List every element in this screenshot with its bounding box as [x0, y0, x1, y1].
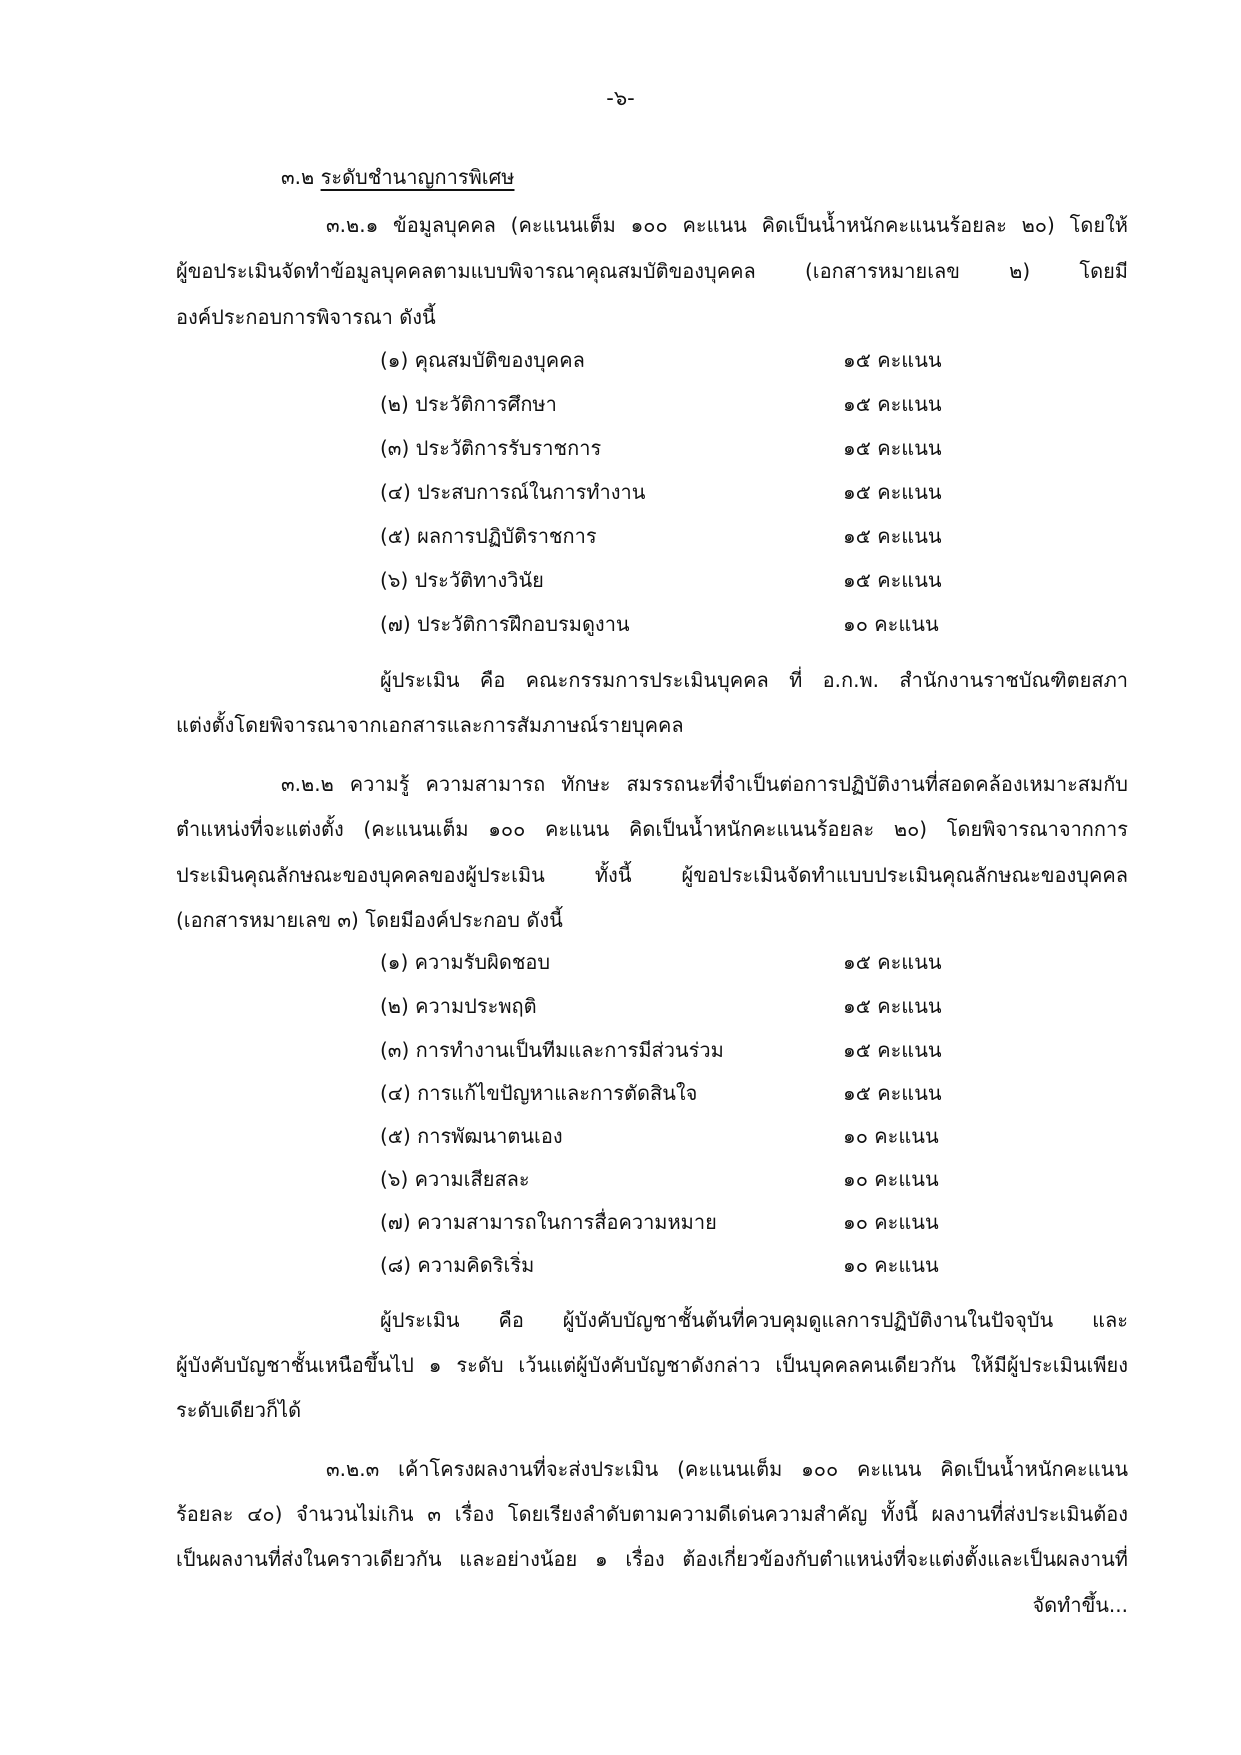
item-score: ๑๕ คะแนน	[843, 568, 942, 592]
part1-paragraph-line-2: ผู้ขอประเมินจัดทำข้อมูลบุคคลตามแบบพิจารณาคุณสมบัติของบุคคล (เอกสารหมายเลข ๒) โดยมี	[176, 259, 1128, 283]
item-label: (๘) ความคิดริเริ่ม	[380, 1253, 535, 1277]
item-score: ๑๐ คะแนน	[843, 1167, 939, 1191]
item-score: ๑๕ คะแนน	[843, 994, 942, 1018]
part2-assessor-line-2: ผู้บังคับบัญชาชั้นเหนือขึ้นไป ๑ ระดับ เว้นแต่ผู้บังคับบัญชาดังกล่าว เป็นบุคคลคนเดียวกัน ให้มีผู้ประเมินเพียง	[176, 1353, 1128, 1377]
section-number: ๓.๒	[281, 165, 315, 189]
item-label: (๖) ความเสียสละ	[380, 1167, 530, 1191]
section-heading	[281, 162, 514, 192]
item-label: (๖) ประวัติทางวินัย	[380, 568, 544, 592]
part2-paragraph-line-1: ๓.๒.๒ ความรู้ ความสามารถ ทักษะ สมรรถนะที่จำเป็นต่อการปฏิบัติงานที่สอดคล้องเหมาะสมกับ	[281, 772, 1128, 796]
part3-paragraph-line-2: ร้อยละ ๔๐) จำนวนไม่เกิน ๓ เรื่อง โดยเรียงลำดับตามความดีเด่นความสำคัญ ทั้งนี้ ผลงานที่ส่งประเมินต้อง	[176, 1502, 1128, 1526]
part2-paragraph-line-4: (เอกสารหมายเลข ๓) โดยมีองค์ประกอบ ดังนี้	[176, 908, 563, 932]
item-label: (๗) ความสามารถในการสื่อความหมาย	[380, 1210, 717, 1234]
item-score: ๑๕ คะแนน	[843, 1081, 942, 1105]
part1-paragraph-line-1: ๓.๒.๑ ข้อมูลบุคคล (คะแนนเต็ม ๑๐๐ คะแนน คิดเป็นน้ำหนักคะแนนร้อยละ ๒๐) โดยให้	[326, 213, 1128, 237]
item-score: ๑๕ คะแนน	[843, 1038, 942, 1062]
part2-paragraph-line-3: ประเมินคุณลักษณะของบุคคลของผู้ประเมิน ทั้งนี้ ผู้ขอประเมินจัดทำแบบประเมินคุณลักษณะของบุคคล	[176, 863, 1128, 887]
part2-assessor-line-3: ระดับเดียวก็ได้	[176, 1398, 302, 1422]
part3-paragraph-line-3: เป็นผลงานที่ส่งในคราวเดียวกัน และอย่างน้อย ๑ เรื่อง ต้องเกี่ยวข้องกับตำแหน่งที่จะแต่งตั้งและเป็นผลงานที่	[176, 1547, 1128, 1571]
item-score: ๑๐ คะแนน	[843, 1210, 939, 1234]
item-score: ๑๐ คะแนน	[843, 612, 939, 636]
item-score: ๑๐ คะแนน	[843, 1253, 939, 1277]
item-score: ๑๕ คะแนน	[843, 392, 942, 416]
part3-paragraph-line-1: ๓.๒.๓ เค้าโครงผลงานที่จะส่งประเมิน (คะแนนเต็ม ๑๐๐ คะแนน คิดเป็นน้ำหนักคะแนน	[326, 1457, 1128, 1481]
part1-paragraph-line-3: องค์ประกอบการพิจารณา ดังนี้	[176, 305, 436, 329]
section-title: ระดับชำนาญการพิเศษ	[320, 165, 515, 189]
item-score: ๑๕ คะแนน	[843, 480, 942, 504]
item-score: ๑๐ คะแนน	[843, 1124, 939, 1148]
item-score: ๑๕ คะแนน	[843, 950, 942, 974]
part1-assessor-line-2: แต่งตั้งโดยพิจารณาจากเอกสารและการสัมภาษณ์รายบุคคล	[176, 713, 684, 737]
item-label: (๔) การแก้ไขปัญหาและการตัดสินใจ	[380, 1081, 698, 1105]
item-score: ๑๕ คะแนน	[843, 348, 942, 372]
continuation-text: จัดทำขึ้น...	[1032, 1593, 1128, 1617]
item-label: (๒) ประวัติการศึกษา	[380, 392, 557, 416]
part2-assessor-line-1: ผู้ประเมิน คือ ผู้บังคับบัญชาชั้นต้นที่ควบคุมดูแลการปฏิบัติงานในปัจจุบัน และ	[380, 1308, 1128, 1332]
item-label: (๑) ความรับผิดชอบ	[380, 950, 551, 974]
item-label: (๕) การพัฒนาตนเอง	[380, 1124, 563, 1148]
part1-assessor-line-1: ผู้ประเมิน คือ คณะกรรมการประเมินบุคคล ที่ อ.ก.พ. สำนักงานราชบัณฑิตยสภา	[380, 668, 1128, 692]
item-label: (๗) ประวัติการฝึกอบรมดูงาน	[380, 612, 630, 636]
item-score: ๑๕ คะแนน	[843, 524, 942, 548]
item-label: (๑) คุณสมบัติของบุคคล	[380, 348, 585, 372]
page-number: -๖-	[606, 86, 635, 110]
item-label: (๕) ผลการปฏิบัติราชการ	[380, 524, 597, 548]
item-score: ๑๕ คะแนน	[843, 436, 942, 460]
item-label: (๓) การทำงานเป็นทีมและการมีส่วนร่วม	[380, 1038, 724, 1062]
item-label: (๒) ความประพฤติ	[380, 994, 537, 1018]
item-label: (๔) ประสบการณ์ในการทำงาน	[380, 480, 646, 504]
part2-paragraph-line-2: ตำแหน่งที่จะแต่งตั้ง (คะแนนเต็ม ๑๐๐ คะแนน คิดเป็นน้ำหนักคะแนนร้อยละ ๒๐) โดยพิจารณาจากการ	[176, 817, 1128, 841]
item-label: (๓) ประวัติการรับราชการ	[380, 436, 602, 460]
